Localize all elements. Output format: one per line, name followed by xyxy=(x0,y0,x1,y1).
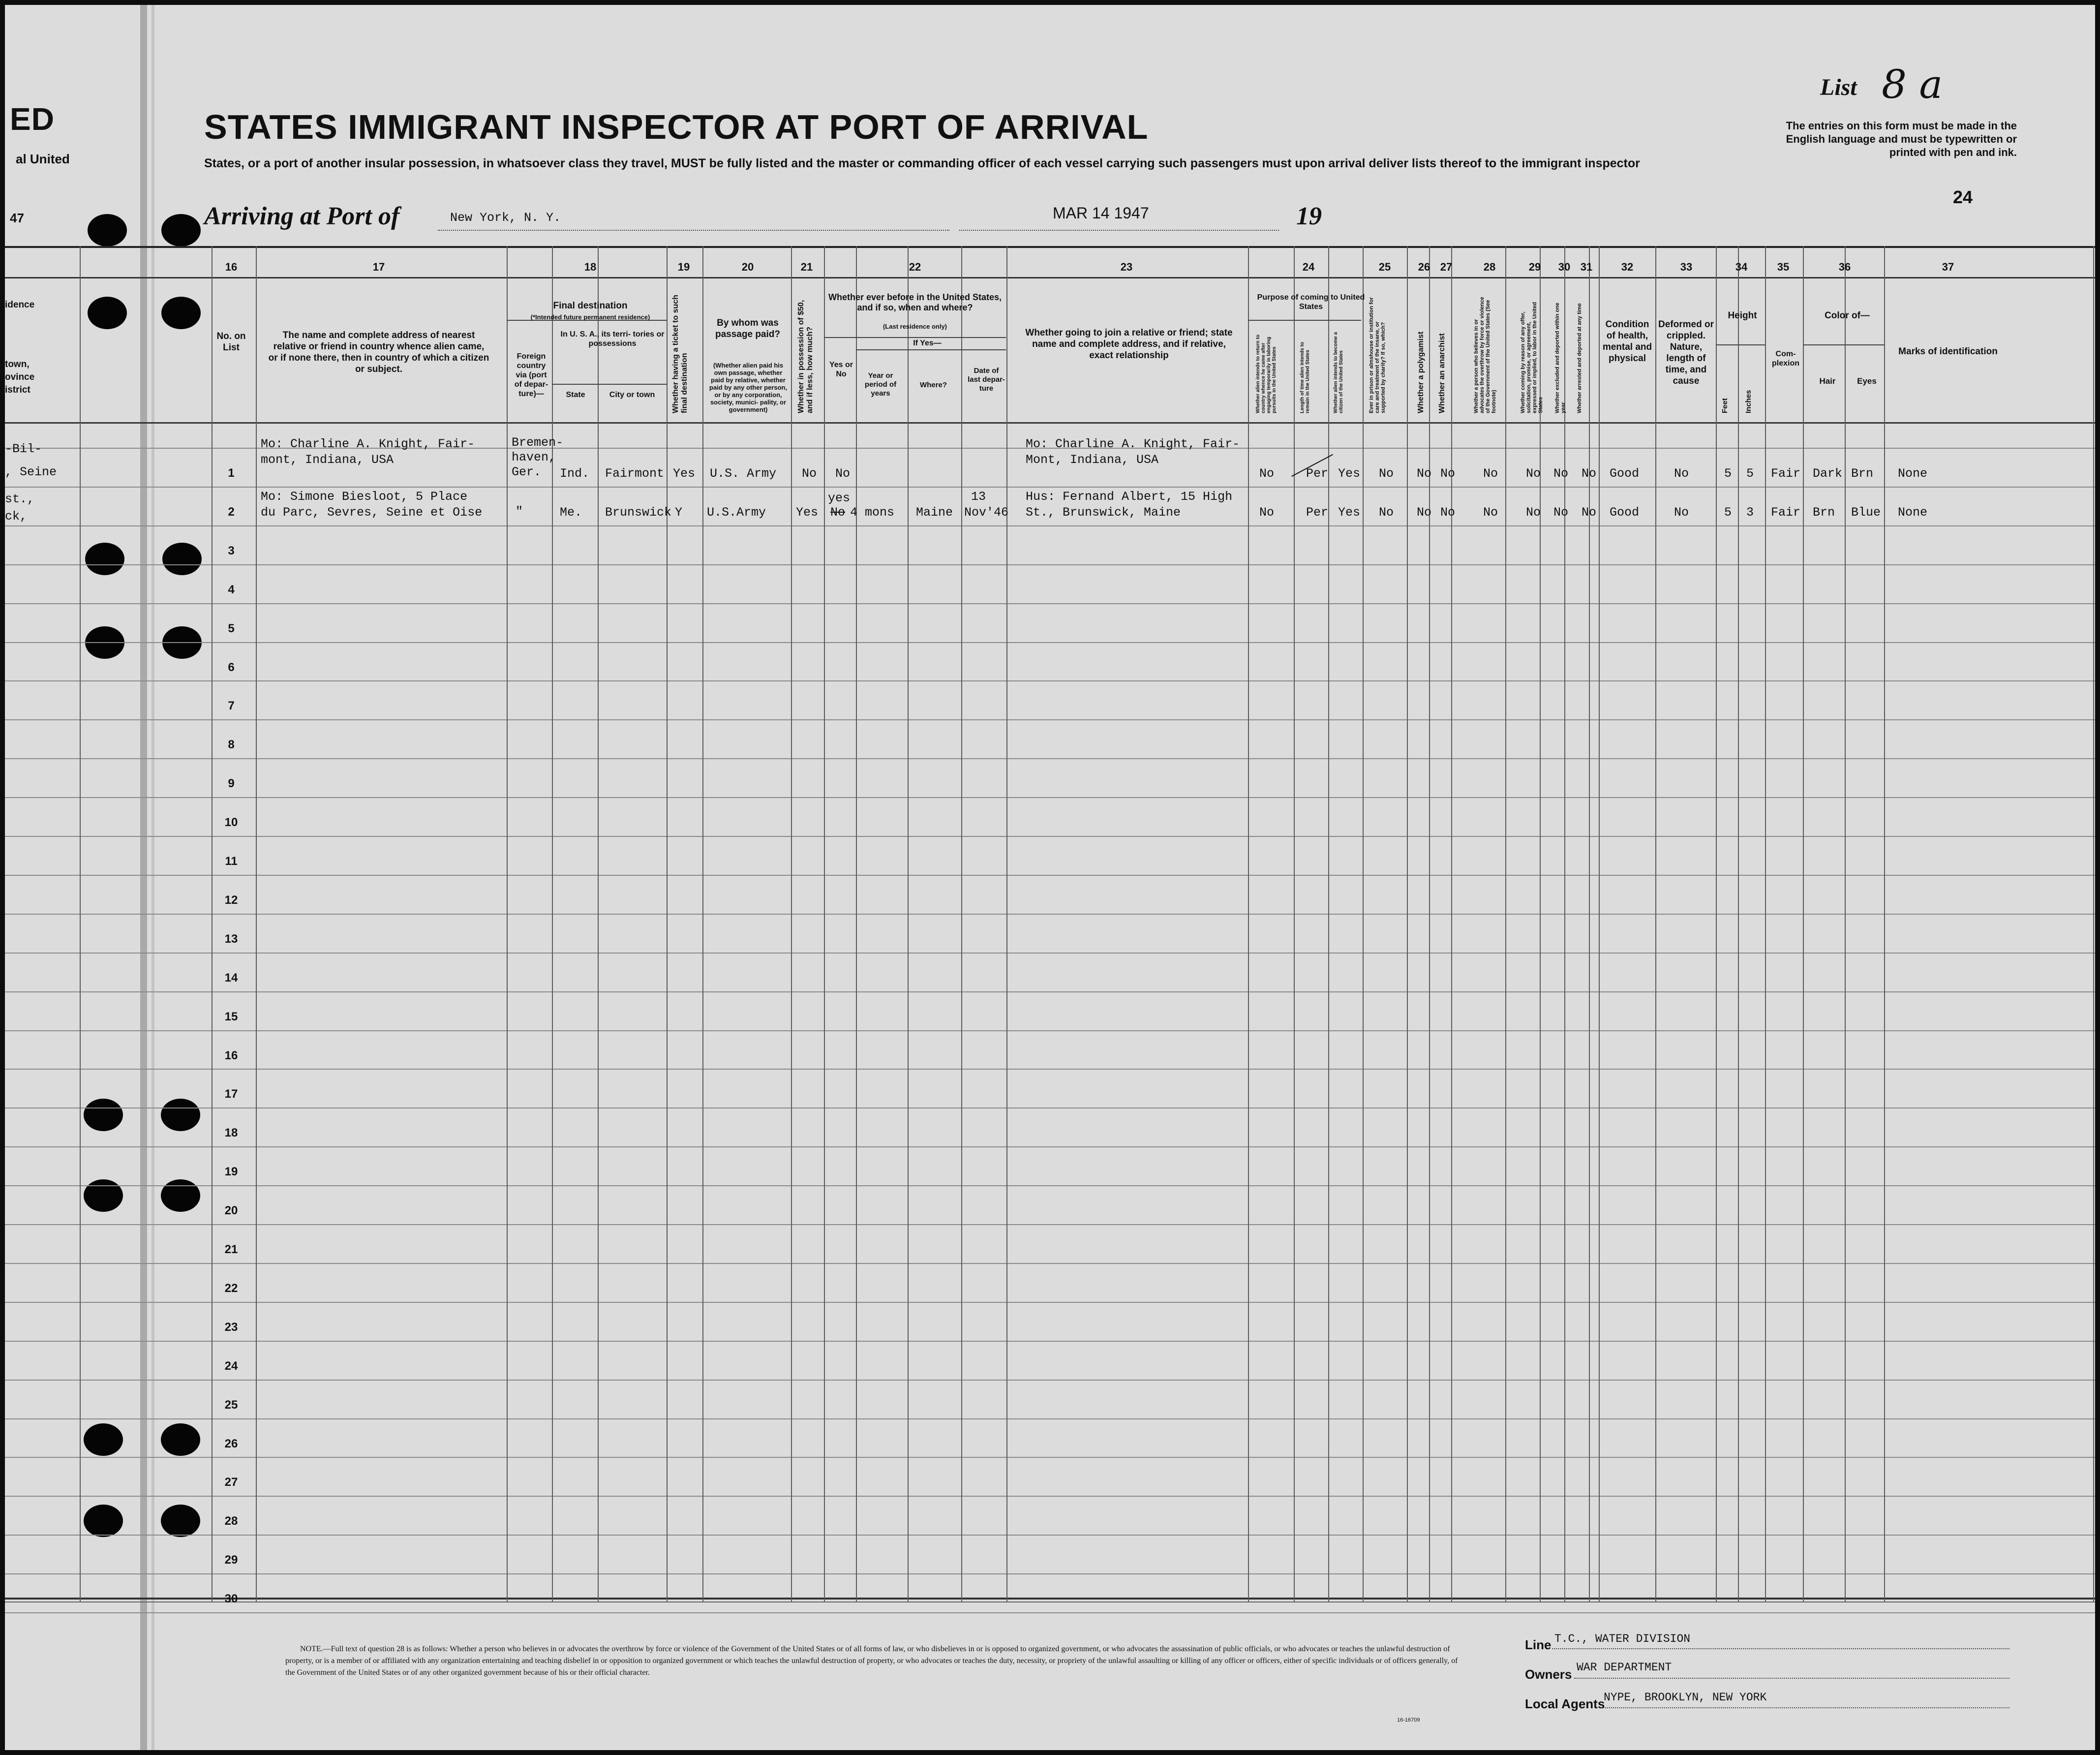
col-label-34: Height xyxy=(1728,310,1757,321)
arriving-label: Arriving at Port of xyxy=(204,202,400,230)
column-rule xyxy=(1328,246,1329,1601)
column-rule xyxy=(1738,246,1739,1601)
row1-inches: 5 xyxy=(1746,466,1754,481)
binding-edge xyxy=(152,5,154,1750)
header-bottom-rule xyxy=(5,422,2095,424)
row-number: 20 xyxy=(224,1204,238,1217)
row-number: 2 xyxy=(228,505,235,519)
row-rule xyxy=(5,603,2095,604)
stub-header-residence: idence xyxy=(5,300,35,310)
row2-offer: No xyxy=(1526,505,1541,520)
col-label-20: By whom was passage paid? xyxy=(715,318,780,339)
footnote-question-28: NOTE.—Full text of question 28 is as follows: Whether a person who believes in or advocates the overthrow by force or violence of the Government of the United States or of all forms of law, or who disbelieves in or is opposed to organized government, or who advocates the assassination of public officials, or who advocates or teaches the unlawful destruction of property, or is a member of or affiliated with any organization entertaining and teaching disbelief in or opposition to organized government or which teaches the unlawful destruction of property, or who advocates or teaches the duty, necessity, or propriety of the unlawful assaulting or killing of any officer or officers, either of specific individuals or of officers generally, of the Government of the United States or of any other organized government because of his or their official character. xyxy=(285,1645,1458,1677)
col-label-31: Whether arrested and deported at any time xyxy=(1577,303,1583,413)
row2-join-line2: St., Brunswick, Maine xyxy=(1026,505,1181,520)
binding-hole xyxy=(84,1505,123,1537)
row2-relative-line1: Mo: Simone Biesloot, 5 Place xyxy=(261,490,468,504)
row-number: 18 xyxy=(224,1126,238,1139)
col-label-22-yesno: Yes or No xyxy=(829,361,853,378)
column-rule xyxy=(1599,246,1600,1601)
row-number: 27 xyxy=(224,1476,238,1489)
row1-anarchist: No xyxy=(1440,466,1456,481)
line-value: T.C., WATER DIVISION xyxy=(1554,1632,1691,1645)
column-rule xyxy=(1884,246,1885,1601)
row2-length: Per xyxy=(1306,505,1329,520)
row-rule xyxy=(5,1341,2095,1342)
row1-polygamist: No xyxy=(1417,466,1432,481)
col-number-25: 25 xyxy=(1378,261,1391,273)
row-rule xyxy=(5,1302,2095,1303)
col-label-28: Whether a person who believes in or advocates the overthrow by force or violence of the Government of the United States (See footnote) xyxy=(1473,297,1497,413)
column-rule xyxy=(1429,246,1430,1601)
row1-join-line2: Mont, Indiana, USA xyxy=(1026,453,1159,467)
left-subtitle-fragment: al United xyxy=(16,152,70,166)
row-rule xyxy=(5,1457,2095,1458)
row2-prison: No xyxy=(1379,505,1394,520)
row1-length: Per xyxy=(1306,466,1329,481)
row-number: 28 xyxy=(224,1514,238,1528)
table-bottom-rule xyxy=(5,1598,2095,1600)
owners-underline xyxy=(1574,1678,2009,1679)
col-number-29: 29 xyxy=(1528,261,1541,273)
column-number-rule xyxy=(5,277,2095,278)
row-rule xyxy=(5,1380,2095,1381)
row-number: 23 xyxy=(224,1321,238,1334)
row-number: 10 xyxy=(224,816,238,829)
column-rule xyxy=(1006,246,1007,1601)
col-label-36-hair: Hair xyxy=(1819,376,1836,386)
row1-citizen: Yes xyxy=(1338,466,1361,481)
col-number-22: 22 xyxy=(909,261,921,273)
form-instructions: The entries on this form must be made in the English language and must be typewritten or printed with pen and ink. xyxy=(1786,120,2017,158)
col-label-24a: Whether alien intends to return to country whence he came after engaging temporarily in laboring pursuits in the United States xyxy=(1255,334,1277,413)
col-label-36: Color of— xyxy=(1825,310,1870,321)
row1-deformed: No xyxy=(1674,466,1689,481)
row-rule xyxy=(5,642,2095,643)
binding-hole xyxy=(162,543,202,575)
row-number: 1 xyxy=(228,466,235,480)
row1-feet: 5 xyxy=(1724,466,1732,481)
row2-excluded: No xyxy=(1553,505,1569,520)
row-rule xyxy=(5,1496,2095,1497)
col-number-23: 23 xyxy=(1120,261,1133,273)
col-number-28: 28 xyxy=(1483,261,1496,273)
row2-date-line1: 13 xyxy=(971,490,986,504)
row2-before: yes xyxy=(828,491,851,505)
row-rule xyxy=(5,758,2095,759)
column-rule xyxy=(256,246,257,1601)
row2-health: Good xyxy=(1610,505,1640,520)
row2-anarchist: No xyxy=(1440,505,1456,520)
binding-hole xyxy=(161,1423,200,1456)
row1-ticket: Yes xyxy=(673,466,696,481)
col-number-21: 21 xyxy=(800,261,813,273)
list-number: 8 a xyxy=(1882,62,1943,107)
column-rule xyxy=(702,246,703,1601)
line-underline xyxy=(1552,1648,2009,1649)
column-rule xyxy=(212,246,213,1601)
row1-eyes: Brn xyxy=(1851,466,1874,481)
row2-date-line2: Nov'46 xyxy=(964,505,1009,520)
col-label-33: Deformed or crippled. Nature, length of time, and cause xyxy=(1658,319,1714,386)
binding-hole xyxy=(88,297,127,329)
row-number: 14 xyxy=(224,971,238,985)
row-rule xyxy=(5,953,2095,954)
header-subrow-rule xyxy=(1248,320,1361,321)
row-number: 17 xyxy=(224,1087,238,1101)
row1-before: No xyxy=(835,466,851,481)
col-number-31: 31 xyxy=(1580,261,1593,273)
col-label-27: Whether an anarchist xyxy=(1438,333,1446,413)
row-number: 22 xyxy=(224,1282,238,1295)
col-number-32: 32 xyxy=(1621,261,1634,273)
row2-deformed: No xyxy=(1674,505,1689,520)
column-rule xyxy=(1294,246,1295,1601)
col-label-22: Whether ever before in the United States, and if so, when and where? xyxy=(828,292,1002,312)
row-rule xyxy=(5,487,2095,488)
column-rule xyxy=(1716,246,1717,1601)
row2-where: Maine xyxy=(916,505,953,520)
arrival-date-stamp: MAR 14 1947 xyxy=(1053,204,1149,222)
row-rule xyxy=(5,564,2095,565)
row-number: 8 xyxy=(228,738,235,751)
row1-relative-line1: Mo: Charline A. Knight, Fair- xyxy=(261,437,475,451)
row1-foreign-line2: haven, xyxy=(512,450,556,464)
col-label-30: Whether excluded and deported within one year xyxy=(1554,303,1566,413)
stub-header-town-3: istrict xyxy=(5,385,30,395)
column-rule xyxy=(1451,246,1452,1601)
col-label-18-foreign: Foreign country via (port of depar- ture)— xyxy=(514,352,548,398)
row1-paid-by: U.S. Army xyxy=(710,466,777,481)
row2-join-line1: Hus: Fernand Albert, 15 High xyxy=(1026,490,1233,504)
row1-complexion: Fair xyxy=(1771,466,1801,481)
column-rule xyxy=(824,246,825,1601)
header-subcolumn-rule xyxy=(856,369,857,423)
row2-polygamist: No xyxy=(1417,505,1432,520)
col-label-22-where: Where? xyxy=(919,381,947,389)
col-label-25: Ever in prison or almshouse or institution for care and treatment of the insane, or supported by charity? If so, which? xyxy=(1369,297,1386,413)
row-number: 24 xyxy=(224,1359,238,1373)
col-label-32: Condition of health, mental and physical xyxy=(1602,319,1652,364)
column-rule xyxy=(1363,246,1364,1601)
row2-city: Brunswick xyxy=(605,505,672,520)
column-rule xyxy=(507,246,508,1601)
binding-hole xyxy=(84,1179,123,1212)
header-subcolumn-rule xyxy=(908,369,909,423)
row-number: 21 xyxy=(224,1243,238,1256)
row-rule xyxy=(5,1612,2095,1613)
column-rule xyxy=(1540,246,1541,1601)
row-number: 13 xyxy=(224,932,238,946)
row-rule xyxy=(5,875,2095,876)
col-note-20: (Whether alien paid his own passage, whether paid by relative, whether paid by any other person, or by any corporation, society, munici- pality, or government) xyxy=(709,362,788,413)
binding-hole xyxy=(85,543,124,575)
year-prefix: 19 xyxy=(1296,202,1322,230)
binding-hole xyxy=(84,1099,123,1131)
column-rule xyxy=(598,246,599,1601)
row1-foreign-line3: Ger. xyxy=(512,465,542,479)
row-number: 16 xyxy=(224,1049,238,1062)
col-label-35: Com- plexion xyxy=(1771,350,1799,368)
row2-return: No xyxy=(1259,505,1275,520)
column-rule xyxy=(791,246,792,1601)
col-number-19: 19 xyxy=(677,261,690,273)
col-label-18-city: City or town xyxy=(609,391,655,399)
port-underline xyxy=(438,230,949,231)
col-number-34: 34 xyxy=(1735,261,1748,273)
row-rule xyxy=(5,1185,2095,1186)
header-subrow-rule xyxy=(1716,344,1765,345)
row-number: 5 xyxy=(228,622,235,635)
table-bottom-rule-2 xyxy=(5,1601,2095,1602)
row-number: 9 xyxy=(228,777,235,790)
col-number-35: 35 xyxy=(1777,261,1790,273)
row1-arrested: No xyxy=(1582,466,1597,481)
row-number: 19 xyxy=(224,1165,238,1178)
page-number: 24 xyxy=(1953,187,1973,207)
row-number: 7 xyxy=(228,699,235,712)
row2-overthrow: No xyxy=(1483,505,1498,520)
row1-hair: Dark xyxy=(1813,466,1843,481)
column-rule xyxy=(908,246,909,1601)
col-label-34-feet: Feet xyxy=(1721,398,1729,413)
column-rule xyxy=(1655,246,1656,1601)
column-rule xyxy=(1564,246,1565,1601)
row-rule xyxy=(5,991,2095,992)
column-rule xyxy=(1407,246,1408,1601)
row-number: 15 xyxy=(224,1010,238,1023)
column-rule xyxy=(2093,246,2094,1601)
binding-hole xyxy=(161,1505,200,1537)
row1-overthrow: No xyxy=(1483,466,1498,481)
col-label-18-state: State xyxy=(566,391,585,399)
row-number: 11 xyxy=(225,855,238,868)
row-rule xyxy=(5,1224,2095,1225)
row-rule xyxy=(5,1418,2095,1419)
col-label-34-inches: Inches xyxy=(1744,390,1753,413)
row-rule xyxy=(5,797,2095,798)
col-label-17: The name and complete address of nearest relative or friend in country whence alien came, or if none there, then in country of which a citizen or subject. xyxy=(268,330,489,374)
row2-marks: None xyxy=(1898,505,1928,520)
table-top-rule xyxy=(5,246,2095,248)
row-number: 25 xyxy=(224,1398,238,1412)
line-label: Line xyxy=(1525,1637,1552,1652)
page-title: STATES IMMIGRANT INSPECTOR AT PORT OF ARRIVAL xyxy=(204,108,1149,146)
stub-row1-line1: -Bil- xyxy=(5,442,42,456)
header-subrow-rule xyxy=(856,349,1006,350)
date-underline xyxy=(959,230,1279,231)
header-subcolumn-rule xyxy=(961,349,962,423)
stub-row2-line2: ck, xyxy=(5,509,28,523)
row2-eyes: Blue xyxy=(1851,505,1881,520)
header-subcolumn-rule xyxy=(1738,344,1739,423)
column-rule xyxy=(80,246,81,1601)
row1-return: No xyxy=(1259,466,1275,481)
column-rule xyxy=(1589,246,1590,1601)
col-number-18: 18 xyxy=(584,261,597,273)
binding-hole xyxy=(161,297,201,329)
col-number-27: 27 xyxy=(1440,261,1453,273)
left-title-fragment: ED xyxy=(10,101,55,137)
row2-hair: Brn xyxy=(1813,505,1835,520)
col-number-30: 30 xyxy=(1558,261,1571,273)
col-number-20: 20 xyxy=(741,261,754,273)
row1-money: No xyxy=(802,466,817,481)
left-year-fragment: 47 xyxy=(10,211,24,225)
col-label-24: Purpose of coming to United States xyxy=(1257,293,1365,311)
binding-hole xyxy=(88,214,127,246)
row-number: 6 xyxy=(228,661,235,674)
owners-value: WAR DEPARTMENT xyxy=(1577,1661,1672,1674)
col-label-24b: Length of time alien intends to remain in the United States xyxy=(1300,342,1310,413)
col-note-22: (Last residence only) xyxy=(883,323,947,330)
row2-foreign-ditto: " xyxy=(516,504,523,519)
column-rule xyxy=(961,246,962,1601)
list-label: List xyxy=(1820,74,1857,100)
row2-year: 4 mons xyxy=(850,505,895,520)
row1-prison: No xyxy=(1379,466,1394,481)
row-rule xyxy=(5,1573,2095,1574)
row-number: 12 xyxy=(224,893,238,907)
row-number: 29 xyxy=(224,1553,238,1567)
col-label-16: No. on List xyxy=(216,331,246,353)
col-number-24: 24 xyxy=(1302,261,1315,273)
form-code: 16-16709 xyxy=(1397,1717,1420,1723)
col-label-22-ifyes: If Yes— xyxy=(913,339,942,347)
page-subtitle: States, or a port of another insular possession, in whatsoever class they travel, MUST be fully listed and the master or commanding officer of each vessel carrying such passengers must upon arrival deliver lists thereof to the immigrant inspector xyxy=(204,156,1640,170)
row1-excluded: No xyxy=(1553,466,1569,481)
binding-hole xyxy=(84,1423,123,1456)
binding-hole xyxy=(161,214,201,246)
manifest-page xyxy=(5,5,2095,1750)
stub-header-town-2: ovince xyxy=(5,372,35,382)
col-label-18: Final destination xyxy=(553,301,628,311)
header-subrow-rule xyxy=(552,384,667,385)
row2-money: Yes xyxy=(796,505,819,520)
row2-paid-by: U.S.Army xyxy=(707,505,766,520)
col-label-18-usa: In U. S. A., its terri- tories or possessions xyxy=(560,330,665,348)
row-rule xyxy=(5,680,2095,681)
row1-relative-line2: mont, Indiana, USA xyxy=(261,453,394,467)
row2-inches: 3 xyxy=(1746,505,1754,520)
owners-label: Owners xyxy=(1525,1667,1572,1682)
header-subcolumn-rule xyxy=(1328,320,1329,413)
column-rule xyxy=(1505,246,1506,1601)
col-number-33: 33 xyxy=(1680,261,1693,273)
stub-header-town xyxy=(5,358,59,397)
row-rule xyxy=(5,1263,2095,1264)
binding-hole xyxy=(161,1099,200,1131)
column-rule xyxy=(1845,246,1846,1601)
column-rule xyxy=(1765,246,1766,1601)
arrival-port: New York, N. Y. xyxy=(450,211,561,225)
stub-row2-line1: st., xyxy=(5,492,35,506)
row-rule xyxy=(5,914,2095,915)
agents-value: NYPE, BROOKLYN, NEW YORK xyxy=(1604,1691,1767,1704)
col-label-23: Whether going to join a relative or friend; state name and complete address, and if relative, exact relationship xyxy=(1025,328,1233,361)
stub-row1-line2: , Seine xyxy=(5,465,57,479)
row-number: 30 xyxy=(224,1592,238,1605)
row1-health: Good xyxy=(1610,466,1640,481)
agents-label: Local Agents xyxy=(1525,1696,1605,1711)
header-subrow-rule xyxy=(824,337,1006,338)
col-number-26: 26 xyxy=(1418,261,1430,273)
row-rule xyxy=(5,525,2095,526)
row-rule xyxy=(5,1535,2095,1536)
row2-citizen: Yes xyxy=(1338,505,1361,520)
binding-hole xyxy=(161,1179,200,1212)
col-number-17: 17 xyxy=(372,261,385,273)
row-number: 26 xyxy=(224,1437,238,1450)
col-note-18: (*Intended future permanent residence) xyxy=(530,313,650,321)
row1-marks: None xyxy=(1898,466,1928,481)
col-label-24c: Whether alien intends to become a citizen of the United States xyxy=(1333,332,1344,413)
col-label-37: Marks of identification xyxy=(1898,346,1998,357)
row-rule xyxy=(5,719,2095,720)
agents-underline xyxy=(1601,1707,2009,1708)
column-rule xyxy=(856,246,857,1601)
row2-relative-line2: du Parc, Sevres, Seine et Oise xyxy=(261,505,483,520)
row1-offer: No xyxy=(1526,466,1541,481)
row2-state: Me. xyxy=(560,505,582,520)
col-label-29: Whether coming by reason of any offer, solicitation, promise, or agreement, expressed or implied, to labor in the United States xyxy=(1520,302,1544,413)
col-label-22-date: Date of last depar- ture xyxy=(968,367,1005,393)
row2-ticket: Y xyxy=(675,505,683,520)
col-label-19: Whether having a ticket to such final destination xyxy=(671,295,689,413)
row2-feet: 5 xyxy=(1724,505,1732,520)
row-number: 3 xyxy=(228,544,235,557)
row1-join-line1: Mo: Charline A. Knight, Fair- xyxy=(1026,437,1240,451)
col-label-36-eyes: Eyes xyxy=(1857,376,1877,386)
stub-header-town-1: town, xyxy=(5,359,30,369)
row1-state: Ind. xyxy=(560,466,590,481)
row1-foreign-line1: Bremen- xyxy=(512,435,564,450)
column-rule xyxy=(667,246,668,1601)
col-number-16: 16 xyxy=(225,261,238,273)
column-rule xyxy=(1248,246,1249,1601)
row2-complexion: Fair xyxy=(1771,505,1801,520)
column-rule xyxy=(1803,246,1804,1601)
col-label-26: Whether a polygamist xyxy=(1417,331,1425,413)
row1-city: Fairmont xyxy=(605,466,665,481)
col-label-22-year: Year or period of years xyxy=(864,371,897,398)
row-rule xyxy=(5,1146,2095,1147)
row2-arrested: No xyxy=(1582,505,1597,520)
header-subrow-rule xyxy=(1803,344,1884,345)
row-rule xyxy=(5,1030,2095,1031)
header-subcolumn-rule xyxy=(1294,320,1295,413)
col-number-37: 37 xyxy=(1942,261,1954,273)
row-rule xyxy=(5,836,2095,837)
row-rule xyxy=(5,1069,2095,1070)
binding-strip xyxy=(140,5,147,1750)
row2-before-struck: No xyxy=(830,505,846,520)
row-number: 4 xyxy=(228,583,235,596)
col-label-21: Whether in possession of $50, and if less, how much? xyxy=(797,300,814,413)
col-number-36: 36 xyxy=(1838,261,1851,273)
